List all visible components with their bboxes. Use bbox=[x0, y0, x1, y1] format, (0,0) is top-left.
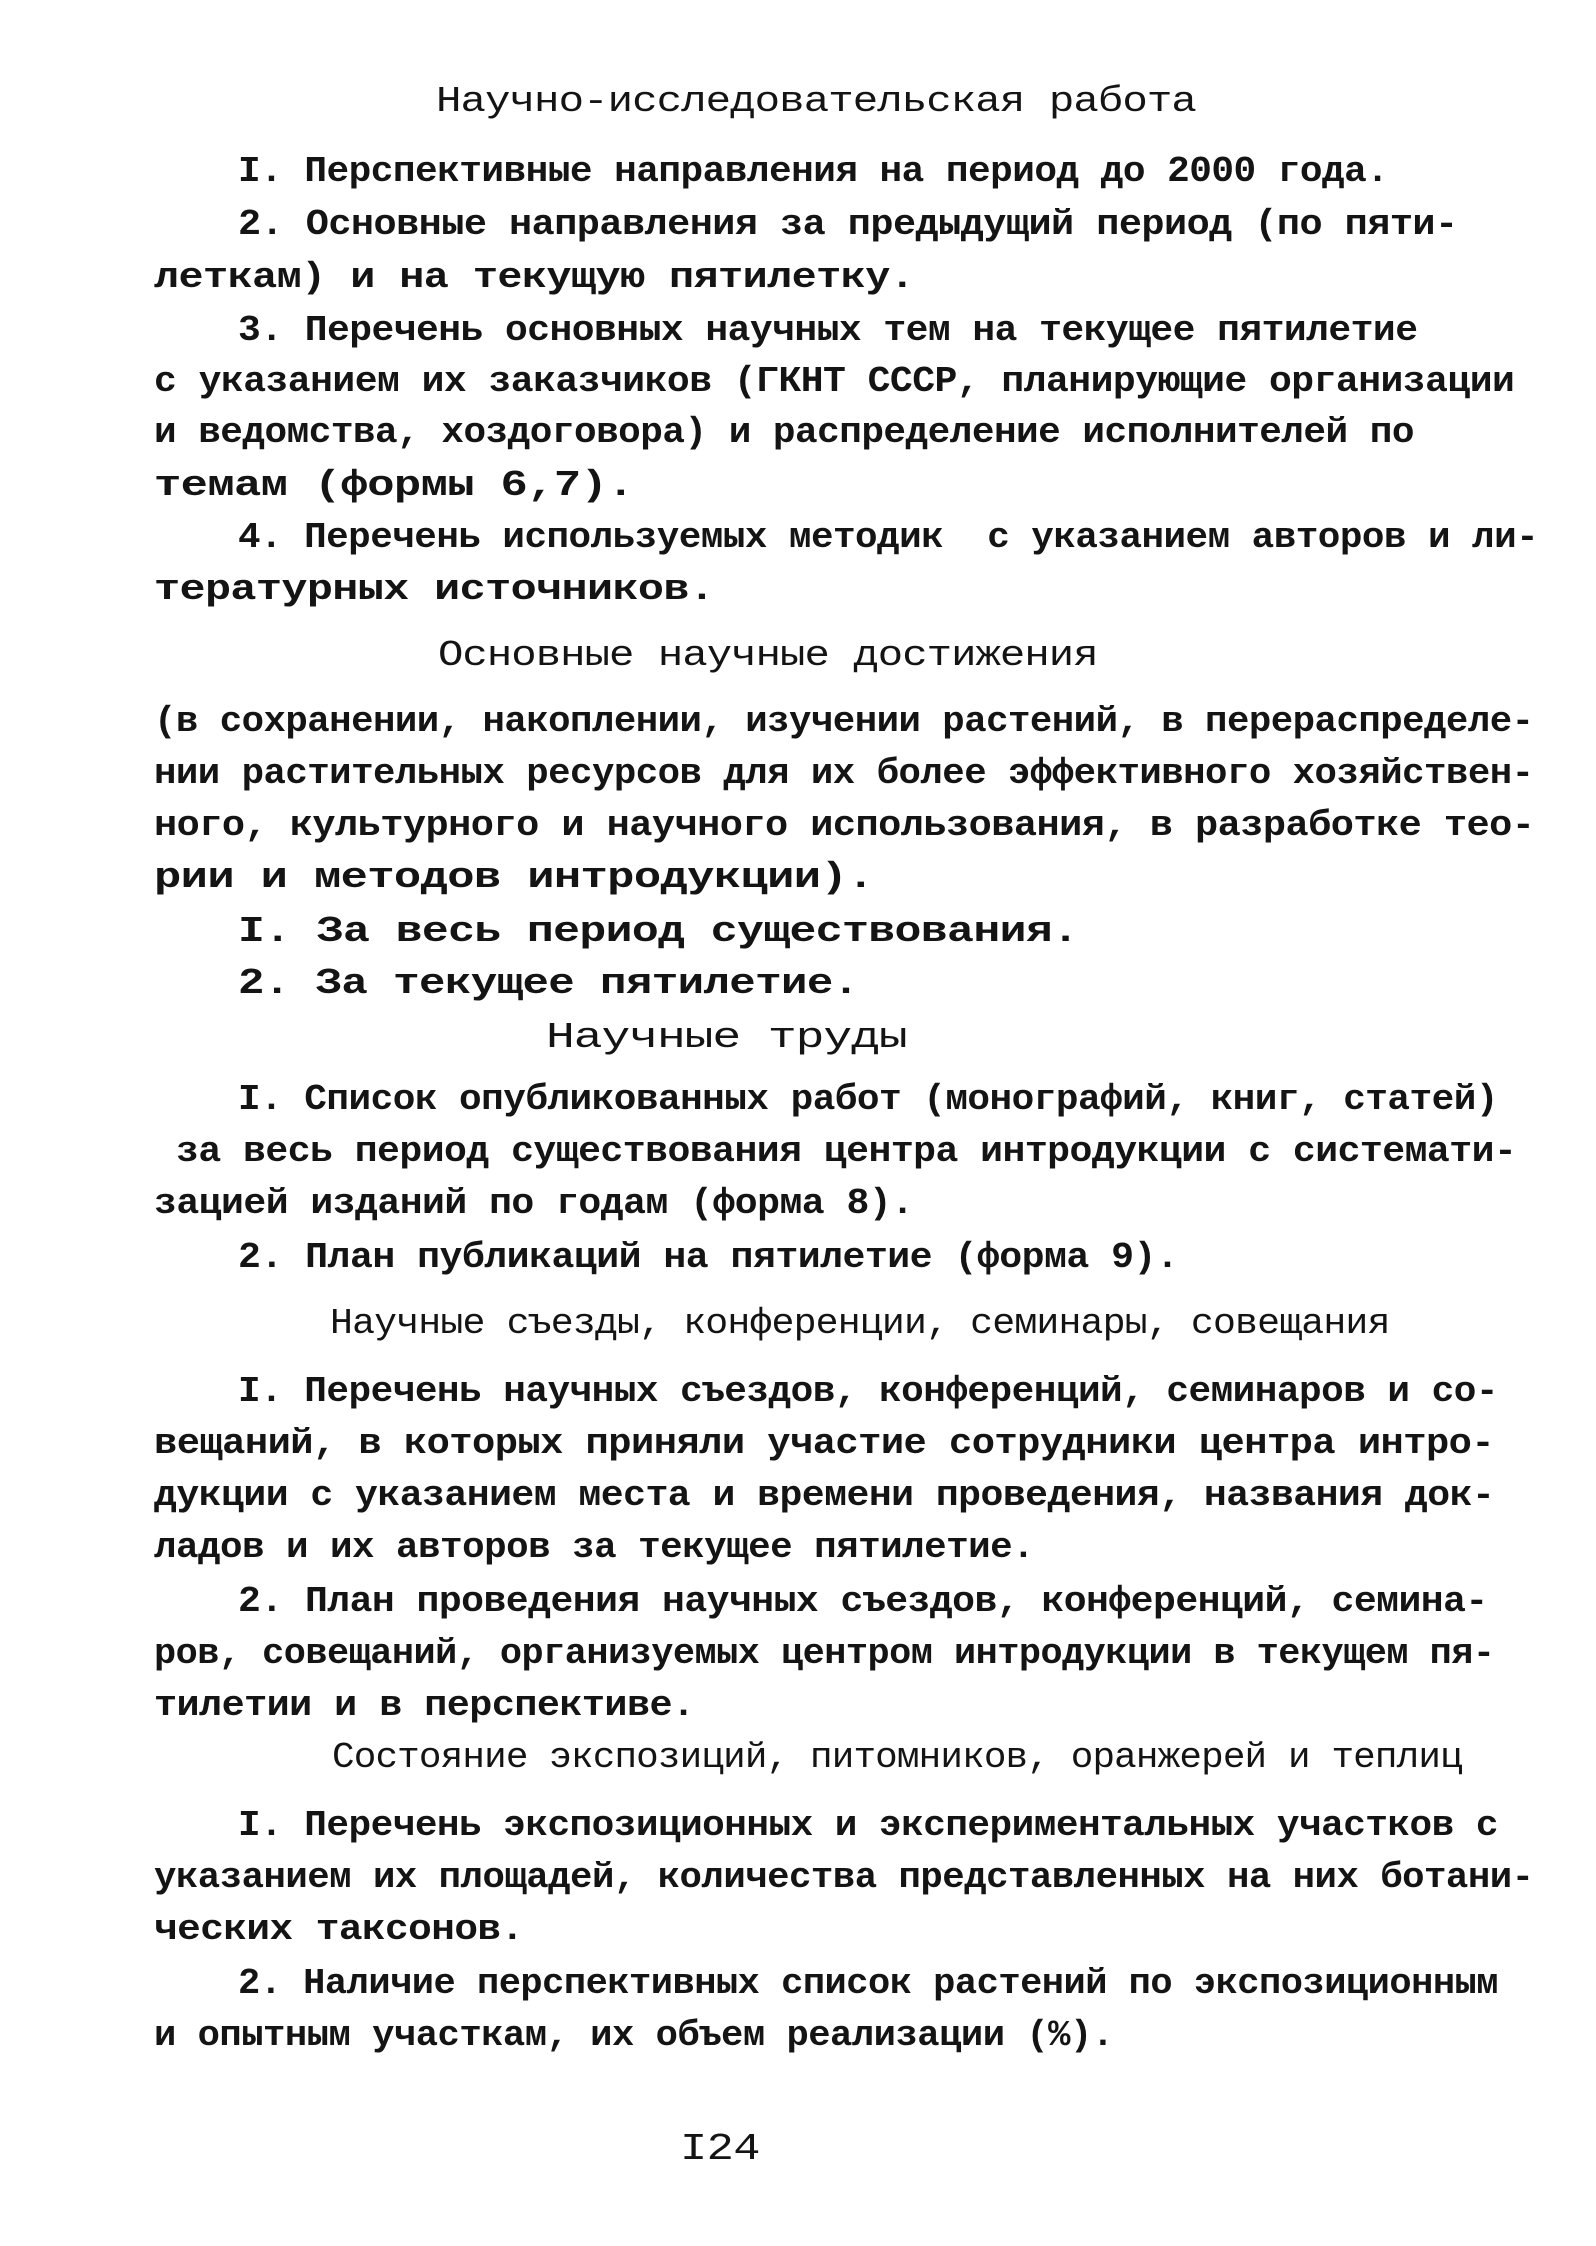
text-line: 3. Перечень основных научных тем на текущее пятилетие bbox=[238, 310, 1418, 351]
text-line: I. Список опубликованных работ (монографий, книг, статей) bbox=[238, 1079, 1498, 1120]
heading-works: Научные труды bbox=[546, 1017, 907, 1058]
heading-congresses: Научные съезды, конференции, семинары, совещания bbox=[330, 1303, 1390, 1344]
text-line: I. Перечень экспозиционных и экспериментальных участков с bbox=[238, 1805, 1498, 1846]
text-line: и ведомства, хоздоговора) и распределение исполнителей по bbox=[154, 412, 1414, 453]
text-line: I. За весь период существования. bbox=[238, 911, 1079, 952]
text-line: 2. План публикаций на пятилетие (форма 9). bbox=[238, 1237, 1179, 1278]
text-line: зацией изданий по годам (форма 8). bbox=[154, 1183, 914, 1224]
text-line: за весь период существования центра интродукции с системати- bbox=[176, 1131, 1517, 1172]
text-line: ческих таксонов. bbox=[154, 1909, 524, 1950]
text-line: 2. План проведения научных съездов, конференций, семина- bbox=[238, 1581, 1488, 1622]
text-line: тилетии и в перспективе. bbox=[154, 1685, 695, 1726]
text-line: леткам) и на текущую пятилетку. bbox=[154, 257, 915, 298]
heading-research: Научно-исследовательская работа bbox=[436, 81, 1196, 122]
text-line: указанием их площадей, количества представленных на них ботани- bbox=[154, 1857, 1534, 1898]
text-line: вещаний, в которых приняли участие сотрудники центра интро- bbox=[154, 1423, 1495, 1464]
text-line: I. Перечень научных съездов, конференций, семинаров и со- bbox=[238, 1371, 1498, 1412]
text-line: 4. Перечень используемых методик с указанием авторов и ли- bbox=[238, 517, 1539, 558]
heading-achievements: Основные научные достижения bbox=[438, 635, 1098, 676]
text-line: ного, культурного и научного использования, в разработке тео- bbox=[154, 805, 1535, 846]
text-line: ладов и их авторов за текущее пятилетие. bbox=[154, 1527, 1035, 1568]
text-line: рии и методов интродукции). bbox=[154, 857, 874, 898]
text-line: нии растительных ресурсов для их более эффективного хозяйствен- bbox=[154, 753, 1534, 794]
text-line: 2. Наличие перспективных список растений по экспозиционным bbox=[238, 1963, 1499, 2004]
text-line: и опытным участкам, их объем реализации (%). bbox=[154, 2015, 1114, 2056]
text-line: тературных источников. bbox=[154, 569, 715, 610]
text-line: с указанием их заказчиков (ГКНТ СССР, планирующие организации bbox=[154, 361, 1515, 402]
text-line: темам (формы 6,7). bbox=[154, 465, 634, 506]
text-line: ров, совещаний, организуемых центром интродукции в текущем пя- bbox=[154, 1633, 1495, 1674]
text-line: 2. Основные направления за предыдущий период (по пяти- bbox=[238, 204, 1458, 245]
text-line: дукции с указанием места и времени проведения, названия док- bbox=[154, 1475, 1495, 1516]
text-line: (в сохранении, накоплении, изучении растений, в перераспределе- bbox=[154, 701, 1534, 742]
text-line: I. Перспективные направления на период до 2000 года. bbox=[238, 151, 1389, 192]
text-line: 2. За текущее пятилетие. bbox=[238, 963, 859, 1004]
heading-expositions: Состояние экспозиций, питомников, оранжерей и теплиц bbox=[332, 1737, 1462, 1778]
page-number: I24 bbox=[680, 2128, 760, 2171]
